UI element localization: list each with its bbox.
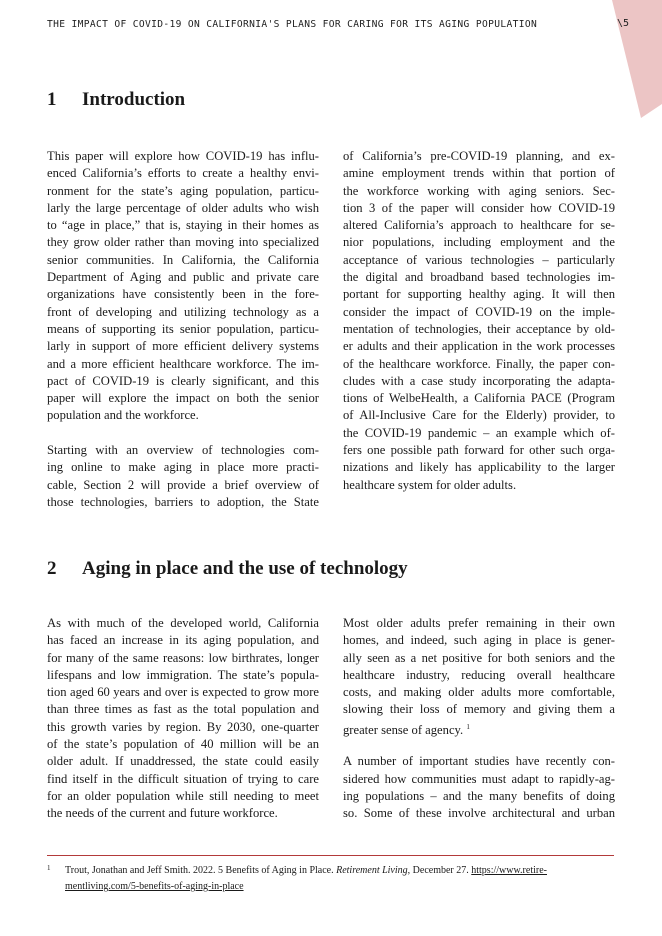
- text-line: [47, 632, 319, 649]
- text-line-content: enced California’s efforts to create a healthy envi-: [47, 166, 319, 181]
- text-line: [343, 632, 615, 649]
- text-line: [47, 165, 319, 182]
- footnote-text: Trout, Jonathan and Jeff Smith. 2022. 5 Benefits of Aging in Place.: [65, 865, 337, 876]
- text-line-content: larly the large percentage of older adults who wish: [47, 200, 319, 215]
- text-line-content: to “age in place,” that is, staying in their homes as: [47, 218, 319, 233]
- text-line: [343, 373, 615, 390]
- text-line-content: paper will explore the impact on both the senior: [47, 391, 319, 406]
- text-line: [343, 425, 615, 442]
- paragraph-gap: [343, 736, 615, 753]
- footnote: [47, 863, 614, 895]
- section-title: Aging in place and the use of technology: [82, 558, 408, 579]
- text-line-content: ronment for the state’s aging population, particu-: [47, 183, 319, 198]
- text-line: [343, 805, 615, 822]
- text-line-content: tion aged 60 years and over is expected to grow more: [47, 685, 319, 700]
- text-line: [47, 442, 319, 459]
- text-line-content: population and the workforce.: [47, 408, 199, 423]
- text-line-content: of the state’s population of 40 million will be an: [47, 737, 319, 752]
- text-line-content: nizations and likely has applicability to the larger: [343, 460, 615, 475]
- text-line: [343, 788, 615, 805]
- text-line-content: those technologies, barriers to adoption, the State: [47, 494, 319, 509]
- text-line: [47, 269, 319, 286]
- page-number-value: 5: [623, 18, 630, 29]
- text-line-content: A number of important studies have recently con-: [343, 754, 615, 769]
- text-line-content: portant for supporting healthy aging. It will then: [343, 287, 615, 302]
- text-line: [343, 667, 615, 684]
- text-line: [47, 788, 319, 805]
- text-line: [343, 200, 615, 217]
- text-line-content: er adults and their application in the work processes: [343, 339, 615, 354]
- footnote-marker: 1: [47, 864, 51, 872]
- text-line: [343, 269, 615, 286]
- footnote-date: , December 27.: [407, 865, 472, 876]
- text-line: [343, 165, 615, 182]
- text-line-content: older adult. If unaddressed, the state could easily: [47, 754, 319, 769]
- section-heading-2: [47, 558, 408, 580]
- text-line-content: ing populations – and the many benefits of doing: [343, 788, 615, 803]
- text-line-content: of the healthcare workforce. Finally, the paper con-: [343, 356, 615, 371]
- text-line: [47, 459, 319, 476]
- text-line-content: has faced an increase in its aging population, and: [47, 633, 319, 648]
- text-line: [343, 148, 615, 165]
- section-1-left-column: [47, 148, 319, 511]
- text-line: [343, 356, 615, 373]
- text-line: [343, 615, 615, 632]
- footnote-divider: [47, 855, 614, 856]
- footnote-link-part2: mentliving.com/5-benefits-of-aging-in-place: [65, 881, 244, 892]
- text-line: [343, 407, 615, 424]
- text-line: [47, 753, 319, 770]
- text-line-content: cable, Section 2 will provide a brief overview of: [47, 477, 319, 492]
- text-line: [343, 217, 615, 234]
- text-line: [343, 286, 615, 303]
- section-2-left-column: [47, 615, 319, 823]
- text-line: [47, 373, 319, 390]
- section-title: Introduction: [82, 89, 186, 110]
- text-line: [343, 252, 615, 269]
- text-line: [47, 684, 319, 701]
- text-line-content: ing online to make aging in place more practi-: [47, 460, 319, 475]
- section-number: 2: [47, 558, 57, 579]
- text-line-content: than three times as fast as the total population and: [47, 702, 319, 717]
- text-line-content: nior populations, including employment and the: [343, 235, 615, 250]
- text-line: [47, 771, 319, 788]
- text-line-content: front of developing and utilizing technology as a: [47, 304, 319, 319]
- text-line: [47, 719, 319, 736]
- text-line-content: healthcare system for older adults.: [343, 477, 517, 492]
- text-line-content: consider the impact of COVID-19 on the imple-: [343, 304, 615, 319]
- text-line-content: healthcare industry, reducing overall healthcare: [343, 667, 615, 682]
- text-line: [343, 459, 615, 476]
- text-line: [47, 217, 319, 234]
- text-line: [343, 650, 615, 667]
- text-line: [343, 771, 615, 788]
- text-line-content: This paper will explore how COVID-19 has influ-: [47, 149, 319, 163]
- text-line-content: Starting with an overview of technologies com-: [47, 443, 319, 458]
- text-line-content: larly in support of more efficient delivery systems: [47, 339, 319, 354]
- text-line-content: Most older adults prefer remaining in their own: [343, 616, 615, 630]
- text-line-content: so. Some of these involve architectural and urban: [343, 806, 615, 821]
- text-line-content: slowing their loss of memory and giving them a: [343, 702, 615, 717]
- section-1-right-column: [343, 148, 615, 494]
- text-line: [47, 805, 319, 822]
- text-line: [343, 442, 615, 459]
- text-line: [343, 338, 615, 355]
- text-line: [343, 183, 615, 200]
- text-line: [343, 701, 615, 718]
- running-header: THE IMPACT OF COVID-19 ON CALIFORNIA'S PLANS FOR CARING FOR ITS AGING POPULATION: [47, 19, 538, 30]
- text-line-content: the needs of the current and future workforce.: [47, 806, 278, 821]
- text-line-content: for an older population while still needing to meet: [47, 788, 319, 803]
- text-line: [47, 148, 319, 165]
- text-line-content: pact of COVID-19 is clearly significant, and this: [47, 373, 319, 388]
- text-line-content: ally seen as a net positive for both seniors and the: [343, 650, 615, 665]
- text-line-content: the COVID-19 pandemic – an example which of-: [343, 425, 615, 440]
- text-line: [47, 321, 319, 338]
- text-line-content: cludes with a case study incorporating the adapta-: [343, 373, 615, 388]
- text-line-content: organizations have consistently been in the fore-: [47, 287, 319, 302]
- text-line-content: tions of WelbeHealth, a California PACE (Program: [343, 391, 615, 406]
- text-line: [47, 390, 319, 407]
- text-line-content: tion 3 of the paper will consider how COVID-19: [343, 200, 615, 215]
- text-line: [343, 321, 615, 338]
- text-line: [47, 304, 319, 321]
- text-line: [47, 701, 319, 718]
- text-line-content: of California’s pre-COVID-19 planning, and ex-: [343, 149, 615, 163]
- text-line-content: amine employment trends within that portion of: [343, 166, 615, 181]
- section-2-right-column: [343, 615, 615, 823]
- text-line-content: mentation of technologies, their acceptance by old-: [343, 321, 615, 336]
- text-line: [343, 753, 615, 770]
- page-number: [617, 18, 629, 29]
- text-line: [343, 684, 615, 701]
- text-line-content: acceptance of various technologies – particularly: [343, 252, 615, 267]
- text-line-content: the digital and broadband based technologies im-: [343, 270, 615, 285]
- text-line-content: homes, and indeed, such aging in place is gener-: [343, 633, 615, 648]
- text-line-content: this growth varies by region. By 2030, one-quarter: [47, 719, 319, 734]
- text-line-content: find itself in the difficult situation of trying to care: [47, 771, 319, 786]
- text-line-content: of All-Inclusive Care for the Elderly) provider, to: [343, 408, 615, 423]
- text-line: [47, 407, 319, 424]
- footnote-link-part1: https://www.retire-: [471, 865, 547, 876]
- text-line: [47, 494, 319, 511]
- text-line-content: and a more efficient healthcare workforce. The im-: [47, 356, 319, 371]
- text-line: [47, 667, 319, 684]
- text-line: [47, 477, 319, 494]
- text-line: [343, 304, 615, 321]
- text-line: [47, 356, 319, 373]
- text-line: [343, 234, 615, 251]
- text-line-content: lifespans and low immigration. The state’s popula-: [47, 667, 319, 682]
- text-line-content: senior communities. In California, the California: [47, 252, 319, 267]
- text-line: [47, 252, 319, 269]
- section-heading-1: [47, 89, 185, 111]
- text-line: [343, 477, 615, 494]
- paragraph-gap: [47, 425, 319, 442]
- text-line-content: costs, and making older adults more comfortable,: [343, 685, 615, 700]
- section-number: 1: [47, 89, 57, 110]
- text-line-content: for many of the same reasons: low birthrates, longer: [47, 650, 319, 665]
- text-line-content: fers one possible path forward for other such orga-: [343, 443, 615, 458]
- text-line: [47, 650, 319, 667]
- text-line-content: means of supporting its senior population, particu-: [47, 321, 319, 336]
- text-line: [47, 338, 319, 355]
- text-line: [47, 183, 319, 200]
- text-line: [343, 390, 615, 407]
- text-line: [47, 234, 319, 251]
- text-line: [47, 615, 319, 632]
- text-line-content: they grow older rather than moving into specialized: [47, 235, 319, 250]
- text-line-content: the workforce working with aging seniors. Sec-: [343, 183, 615, 198]
- footnote-journal: Retirement Living: [336, 865, 408, 876]
- text-line-content: As with much of the developed world, California: [47, 616, 319, 630]
- text-line: [47, 736, 319, 753]
- text-line-content: altered California’s approach to healthcare for se-: [343, 218, 615, 233]
- text-line: [343, 719, 615, 736]
- page-separator: \: [617, 18, 624, 29]
- text-line-content: greater sense of agency.: [343, 722, 464, 737]
- text-line: [47, 286, 319, 303]
- text-line-content: Department of Aging and public and private care: [47, 270, 319, 285]
- footnote-reference[interactable]: 1: [466, 722, 470, 731]
- text-line-content: sidered how communities must adapt to rapidly-ag-: [343, 771, 615, 786]
- text-line: [47, 200, 319, 217]
